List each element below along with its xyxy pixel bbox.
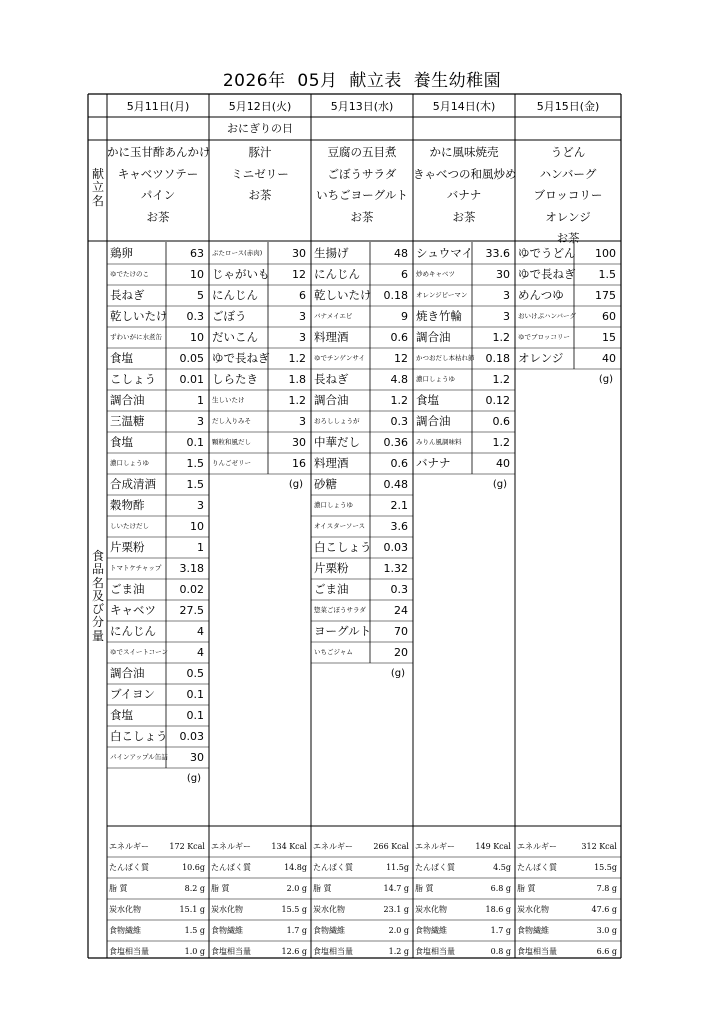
nutrition-label: 脂 質: [211, 884, 230, 893]
menu-dish: お茶: [556, 231, 580, 245]
ingredient-amount: 40: [602, 352, 616, 365]
ingredient-name: にんじん: [110, 624, 156, 638]
ingredient-name: 炒めキャベツ: [416, 270, 455, 278]
nutrition-value: 18.6 g: [485, 905, 511, 914]
ingredient-amount: 0.18: [485, 352, 510, 365]
ingredient-name: 食塩: [110, 708, 133, 722]
ingredient-name: ごま油: [314, 582, 349, 596]
ingredient-amount: 3: [299, 331, 306, 344]
ingredient-amount: 30: [496, 268, 510, 281]
ingredient-name: おいけぷハンバーグ: [518, 312, 577, 320]
day-header: 5月12日(火): [228, 100, 292, 113]
ingredient-name: 調合油: [314, 393, 349, 407]
ingredient-amount: 1.2: [492, 331, 510, 344]
menu-dish: ブロッコリー: [533, 188, 603, 202]
ingredient-amount: 1.8: [288, 373, 306, 386]
ingredient-amount: 0.6: [492, 415, 510, 428]
menu-dish: パイン: [140, 188, 176, 202]
ingredient-name: オイスターソース: [314, 522, 366, 530]
ingredient-name: トマトケチャップ: [110, 564, 162, 572]
ingredient-name: 合成清酒: [110, 477, 156, 491]
nutrition-label: たんぱく質: [313, 863, 353, 872]
nutrition-value: 172 Kcal: [169, 842, 205, 851]
day-header: 5月14日(木): [432, 100, 496, 113]
nutrition-label: 食物繊維: [211, 926, 243, 935]
ingredient-name: 白こしょう: [110, 729, 168, 743]
day-header: 5月15日(金): [536, 100, 600, 113]
nutrition-label: たんぱく質: [109, 863, 149, 872]
ingredient-amount: 0.03: [383, 541, 408, 554]
nutrition-label: 炭水化物: [211, 905, 243, 914]
ingredient-amount: 6: [401, 268, 408, 281]
nutrition-label: エネルギー: [109, 842, 149, 851]
ingredient-amount: 0.1: [186, 688, 204, 701]
ingredient-name: ぶたロース(赤肉): [212, 249, 263, 257]
ingredient-amount: 4: [197, 625, 204, 638]
menu-label: 献立名: [91, 167, 104, 208]
menu-dish: キャベツソテー: [117, 166, 199, 181]
ingredient-name: ブイヨン: [110, 687, 155, 701]
ingredient-amount: 10: [190, 520, 204, 533]
menu-dish: ごぼうサラダ: [327, 166, 397, 181]
ingredient-name: いちごジャム: [314, 648, 353, 656]
nutrition-value: 8.2 g: [184, 884, 205, 893]
menu-dish: バナナ: [446, 188, 482, 202]
nutrition-value: 0.8 g: [490, 947, 511, 956]
ingredient-name: 食塩: [110, 435, 133, 449]
nutrition-value: 10.6g: [182, 863, 205, 872]
nutrition-value: 1.0 g: [184, 947, 205, 956]
ingredient-amount: 0.18: [383, 289, 408, 302]
unit-label: (g): [288, 479, 303, 490]
ingredient-amount: 0.1: [186, 709, 204, 722]
ingredient-name: みりん風調味料: [416, 438, 462, 446]
nutrition-value: 312 Kcal: [581, 842, 617, 851]
nutrition-label: 食塩相当量: [415, 947, 455, 956]
nutrition-label: 食物繊維: [415, 926, 447, 935]
ingredient-name: にんじん: [314, 267, 360, 281]
ingredient-name: 砂糖: [314, 477, 337, 491]
ingredient-amount: 3.18: [179, 562, 204, 575]
ingredient-name: 食塩: [416, 393, 439, 407]
ingredient-amount: 4.8: [390, 373, 408, 386]
ingredient-amount: 0.3: [186, 310, 204, 323]
ingredient-name: ゆで長ねぎ: [212, 351, 270, 365]
menu-dish: お茶: [248, 188, 272, 202]
ingredient-amount: 1.2: [288, 394, 306, 407]
ingredient-name: めんつゆ: [518, 288, 564, 302]
ingredient-amount: 30: [190, 751, 204, 764]
ingredient-name: 乾しいたけ: [110, 309, 168, 323]
nutrition-label: エネルギー: [313, 842, 353, 851]
ingredient-name: 片栗粉: [110, 540, 145, 554]
ingredient-amount: 0.3: [390, 583, 408, 596]
menu-dish: 豆腐の五目煮: [327, 145, 397, 159]
ingredient-name: じゃがいも: [212, 267, 270, 281]
menu-dish: お茶: [146, 209, 170, 224]
ingredient-name: ゆでうどん: [518, 246, 576, 260]
ingredient-amount: 10: [190, 268, 204, 281]
ingredient-name: 三温糖: [110, 414, 145, 428]
unit-label: (g): [598, 374, 613, 385]
ingredient-name: にんじん: [212, 288, 258, 302]
ingredient-amount: 10: [190, 331, 204, 344]
ingredient-amount: 0.6: [390, 457, 408, 470]
ingredient-name: パインアップル缶詰: [110, 753, 168, 761]
nutrition-value: 149 Kcal: [475, 842, 511, 851]
ingredient-amount: 60: [602, 310, 616, 323]
ingredient-amount: 16: [292, 457, 306, 470]
ingredient-amount: 0.03: [179, 730, 204, 743]
ingredient-name: オレンジピーマン: [416, 291, 468, 299]
nutrition-value: 14.7 g: [383, 884, 409, 893]
ingredient-amount: 100: [595, 247, 616, 260]
ingredient-name: 乾しいたけ: [314, 288, 372, 302]
nutrition-value: 11.5g: [386, 863, 409, 872]
ingredient-name: 濃口しょうゆ: [110, 459, 149, 467]
nutrition-value: 14.8g: [284, 863, 307, 872]
note-cell: おにぎりの日: [227, 122, 293, 135]
ingredient-name: 惣菜ごぼうサラダ: [314, 606, 366, 614]
ingredient-amount: 3.6: [390, 520, 408, 533]
ingredient-amount: 33.6: [485, 247, 510, 260]
ingredient-amount: 1.2: [390, 394, 408, 407]
ingredient-name: ヨーグルト: [314, 624, 372, 638]
nutrition-label: 脂 質: [313, 884, 332, 893]
ingredient-name: 顆粒和風だし: [212, 438, 251, 446]
unit-label: (g): [492, 479, 507, 490]
nutrition-label: 食物繊維: [109, 926, 141, 935]
menu-dish: お茶: [452, 209, 476, 224]
ingredient-name: しいたけだし: [110, 522, 149, 530]
ingredient-amount: 48: [394, 247, 408, 260]
ingredient-name: ごぼう: [212, 309, 247, 323]
ingredient-amount: 40: [496, 457, 510, 470]
ingredient-name: だいこん: [212, 330, 258, 344]
ingredient-name: 焼き竹輪: [416, 309, 462, 323]
nutrition-value: 47.6 g: [591, 905, 617, 914]
ingredient-amount: 3: [503, 310, 510, 323]
nutrition-value: 1.5 g: [184, 926, 205, 935]
ingredient-amount: 3: [503, 289, 510, 302]
page-title: 2026年 05月 献立表 養生幼稚園: [222, 71, 502, 91]
nutrition-value: 1.7 g: [490, 926, 511, 935]
ingredient-amount: 0.01: [179, 373, 204, 386]
ingredient-amount: 1.5: [598, 268, 616, 281]
ingredient-amount: 1.32: [383, 562, 408, 575]
ingredient-name: ゆでスイートコーン: [110, 648, 168, 656]
unit-label: (g): [390, 668, 405, 679]
nutrition-label: 脂 質: [109, 884, 128, 893]
ingredient-name: オレンジ: [518, 351, 564, 365]
ingredient-amount: 1: [197, 394, 204, 407]
ingredient-amount: 175: [595, 289, 616, 302]
ingredient-name: 長ねぎ: [314, 372, 349, 386]
nutrition-value: 266 Kcal: [373, 842, 409, 851]
ingredient-amount: 9: [401, 310, 408, 323]
nutrition-value: 2.0 g: [388, 926, 409, 935]
menu-dish: ミニゼリー: [231, 166, 289, 181]
ingredient-name: おろししょうが: [314, 417, 360, 425]
ingredient-name: 料理酒: [314, 456, 349, 470]
ingredient-name: 片栗粉: [314, 561, 349, 575]
ingredient-amount: 63: [190, 247, 204, 260]
nutrition-label: 炭水化物: [517, 905, 549, 914]
ingredient-amount: 1.2: [492, 373, 510, 386]
nutrition-label: エネルギー: [211, 842, 251, 851]
ingredient-amount: 0.48: [383, 478, 408, 491]
ingredient-amount: 0.12: [485, 394, 510, 407]
ingredient-amount: 0.05: [179, 352, 204, 365]
nutrition-value: 134 Kcal: [271, 842, 307, 851]
nutrition-value: 1.7 g: [286, 926, 307, 935]
ingredient-name: こしょう: [110, 372, 156, 386]
nutrition-label: 食物繊維: [517, 926, 549, 935]
ingredient-name: ずわいがに水煮缶: [110, 333, 162, 341]
nutrition-label: 炭水化物: [313, 905, 345, 914]
ingredient-name: シュウマイ: [416, 246, 474, 260]
ingredient-amount: 0.02: [179, 583, 204, 596]
ingredient-amount: 30: [292, 436, 306, 449]
ingredient-name: バナナ: [416, 456, 451, 470]
ingredient-amount: 15: [602, 331, 616, 344]
ingredient-name: 調合油: [110, 393, 145, 407]
nutrition-label: エネルギー: [517, 842, 557, 851]
ingredient-amount: 12: [292, 268, 306, 281]
ingredient-amount: 0.36: [383, 436, 408, 449]
ingredient-name: 中華だし: [314, 435, 360, 449]
ingredient-amount: 4: [197, 646, 204, 659]
ingredient-amount: 0.6: [390, 331, 408, 344]
nutrition-label: たんぱく質: [517, 863, 557, 872]
ingredient-name: バナメイエビ: [314, 312, 353, 320]
nutrition-label: たんぱく質: [415, 863, 455, 872]
ingredient-name: キャベツ: [110, 603, 156, 617]
ingredient-amount: 1.2: [492, 436, 510, 449]
nutrition-value: 1.2 g: [388, 947, 409, 956]
ingredient-name: 料理酒: [314, 330, 349, 344]
ingredient-amount: 5: [197, 289, 204, 302]
ingredient-name: ゆでブロッコリー: [518, 333, 570, 341]
ingredient-amount: 3: [299, 310, 306, 323]
ingredient-amount: 3: [197, 415, 204, 428]
nutrition-label: 炭水化物: [109, 905, 141, 914]
ingredient-name: 長ねぎ: [110, 288, 145, 302]
ingredient-name: だし入りみそ: [212, 417, 251, 425]
ingredient-name: 濃口しょうゆ: [314, 501, 353, 509]
nutrition-label: 食塩相当量: [313, 947, 353, 956]
ingredient-name: 鶏卵: [110, 246, 133, 260]
nutrition-value: 12.6 g: [281, 947, 307, 956]
nutrition-label: たんぱく質: [211, 863, 251, 872]
ingredient-amount: 0.3: [390, 415, 408, 428]
unit-label: (g): [186, 773, 201, 784]
nutrition-value: 3.0 g: [596, 926, 617, 935]
ingredient-amount: 2.1: [390, 499, 408, 512]
ingredient-name: 濃口しょうゆ: [416, 375, 455, 383]
ingredient-name: 穀物酢: [110, 498, 145, 512]
nutrition-label: 脂 質: [517, 884, 536, 893]
nutrition-value: 23.1 g: [383, 905, 409, 914]
menu-dish: かに風味焼売: [429, 145, 499, 159]
day-header: 5月13日(水): [330, 100, 394, 113]
menu-dish: お茶: [350, 209, 374, 224]
ingredient-amount: 3: [299, 415, 306, 428]
ingredient-name: かつおだし本枯れ節: [416, 354, 475, 362]
menu-dish: いちごヨーグルト: [316, 188, 408, 202]
ingredient-amount: 70: [394, 625, 408, 638]
nutrition-label: 食塩相当量: [211, 947, 251, 956]
menu-dish: オレンジ: [545, 209, 591, 224]
ingredient-name: 調合油: [416, 330, 451, 344]
menu-dish: かに玉甘酢あんかけ: [107, 145, 211, 159]
ingredient-name: ゆでチンゲンサイ: [314, 354, 365, 362]
ingredient-name: りんごゼリー: [212, 459, 251, 467]
ingredient-amount: 1.5: [186, 478, 204, 491]
nutrition-value: 4.5g: [493, 863, 511, 872]
menu-dish: 豚汁: [248, 145, 272, 159]
nutrition-value: 6.8 g: [490, 884, 511, 893]
nutrition-value: 15.1 g: [179, 905, 205, 914]
ingredient-amount: 0.1: [186, 436, 204, 449]
ingredient-name: 生揚げ: [314, 246, 349, 260]
nutrition-value: 15.5g: [594, 863, 617, 872]
nutrition-value: 15.5 g: [281, 905, 307, 914]
menu-dish: うどん: [550, 145, 586, 159]
ingredient-amount: 30: [292, 247, 306, 260]
nutrition-label: 炭水化物: [415, 905, 447, 914]
nutrition-label: 食塩相当量: [109, 947, 149, 956]
menu-dish: ハンバーグ: [539, 166, 597, 181]
nutrition-label: 食塩相当量: [517, 947, 557, 956]
nutrition-label: 脂 質: [415, 884, 434, 893]
nutrition-label: 食物繊維: [313, 926, 345, 935]
ingredient-amount: 20: [394, 646, 408, 659]
ingredient-amount: 1: [197, 541, 204, 554]
ingredient-name: 白こしょう: [314, 540, 372, 554]
ingredient-amount: 27.5: [179, 604, 204, 617]
ingredient-name: しらたき: [212, 372, 258, 386]
ingredient-amount: 24: [394, 604, 408, 617]
ingredient-name: ゆでたけのこ: [110, 270, 149, 278]
ingredient-amount: 1.5: [186, 457, 204, 470]
ingredient-name: ごま油: [110, 582, 145, 596]
ingredient-amount: 12: [394, 352, 408, 365]
nutrition-value: 2.0 g: [286, 884, 307, 893]
ingredient-name: 食塩: [110, 351, 133, 365]
nutrition-value: 7.8 g: [596, 884, 617, 893]
ingredient-amount: 0.5: [186, 667, 204, 680]
day-header: 5月11日(月): [126, 100, 190, 113]
nutrition-label: エネルギー: [415, 842, 455, 851]
nutrition-value: 6.6 g: [596, 947, 617, 956]
menu-dish: きゃべつの和風炒め: [413, 166, 517, 181]
ingredient-name: 調合油: [416, 414, 451, 428]
ingredient-name: ゆで長ねぎ: [518, 267, 576, 281]
ingredient-name: 生しいたけ: [212, 396, 245, 404]
ingredient-amount: 3: [197, 499, 204, 512]
ingredient-name: 調合油: [110, 666, 145, 680]
ingredients-label: 食品名及び分量: [91, 549, 104, 643]
ingredient-amount: 1.2: [288, 352, 306, 365]
ingredient-amount: 6: [299, 289, 306, 302]
